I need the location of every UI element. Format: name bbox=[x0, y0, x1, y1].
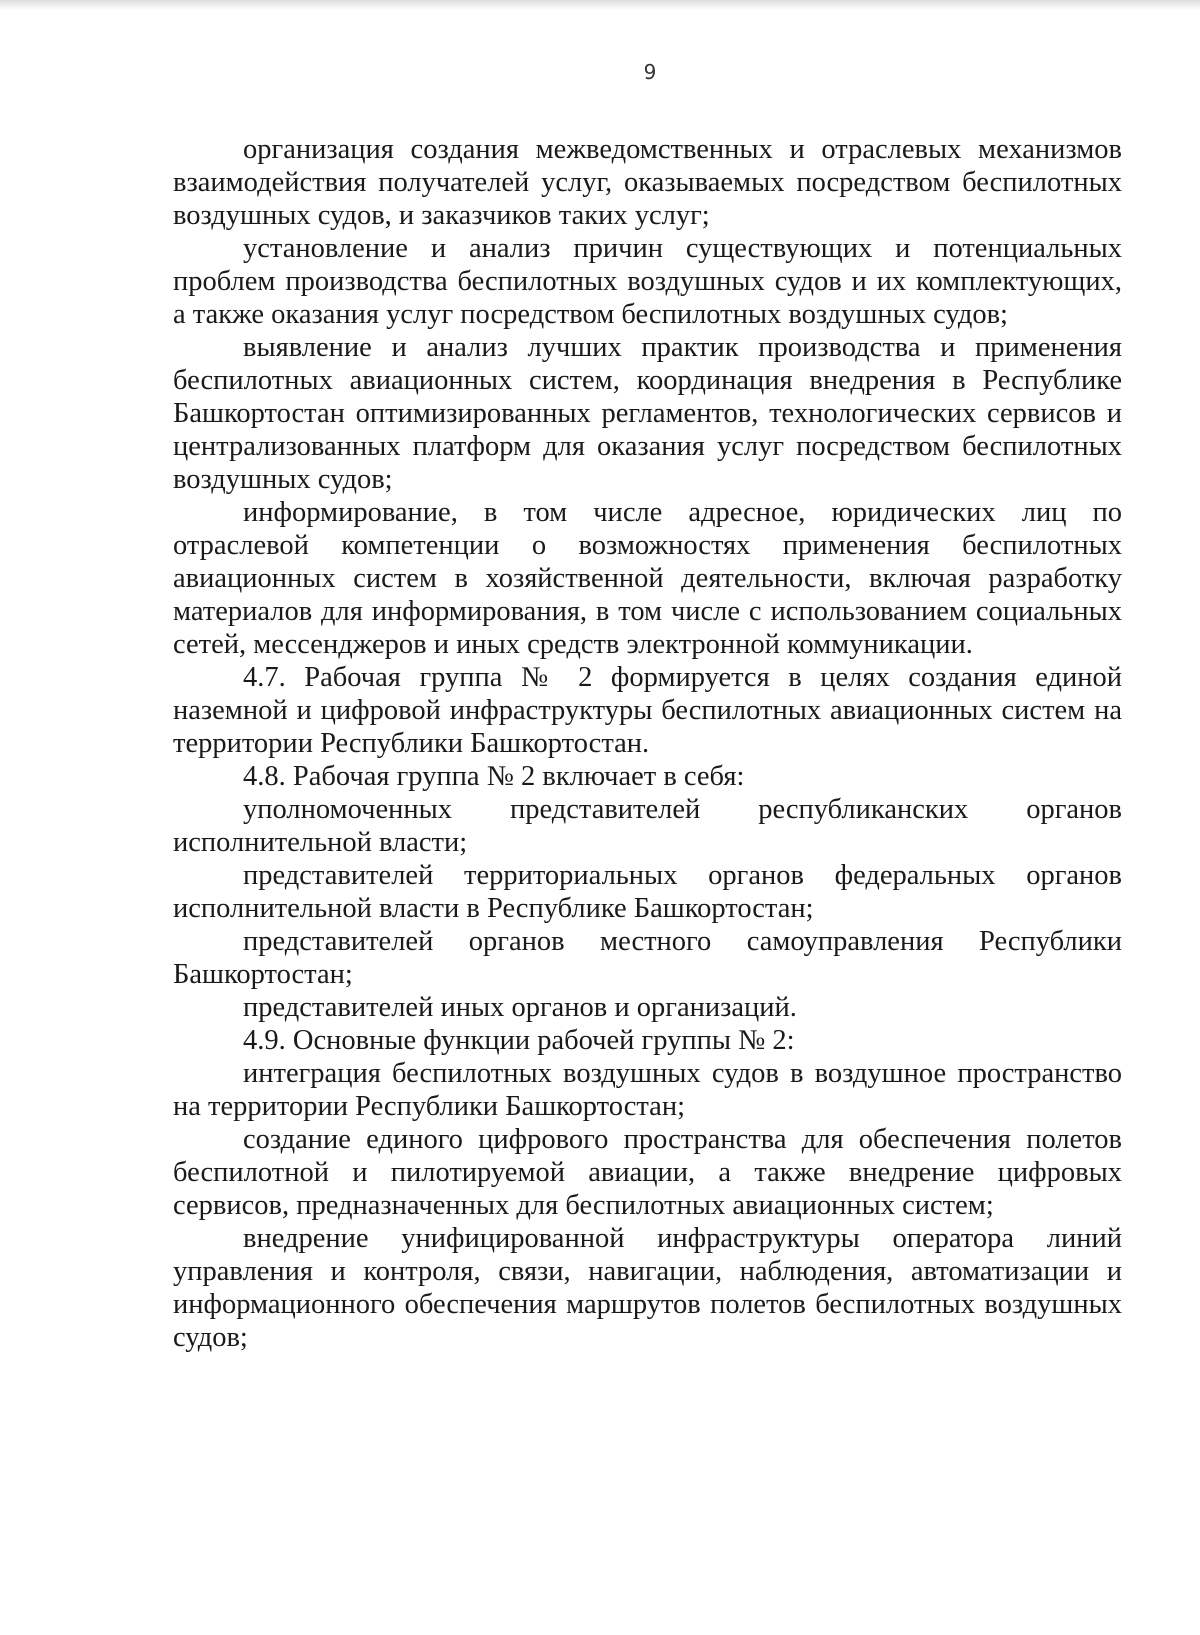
paragraph-2: установление и анализ причин существующих и потенциальных проблем производства беспилотных воздушных судов и их комплектующих, а также оказания услуг посредством беспилотных воздушных судов; bbox=[173, 233, 1122, 330]
paragraph-4-7: 4.7. Рабочая группа № 2 формируется в целях создания единой наземной и цифровой инфраструктуры беспилотных авиационных систем на территории Республики Башкортостан. bbox=[173, 662, 1122, 759]
paragraph-4-8: 4.8. Рабочая группа № 2 включает в себя: bbox=[243, 761, 745, 792]
page-number: 9 bbox=[643, 60, 657, 84]
paragraph-list-4: представителей иных органов и организаций. bbox=[243, 992, 797, 1023]
paragraph-list-1: уполномоченных представителей республиканских органов исполнительной власти; bbox=[173, 794, 1122, 858]
paragraph-list-3: представителей органов местного самоуправления Республики Башкортостан; bbox=[173, 926, 1122, 990]
paragraph-list-2: представителей территориальных органов федеральных органов исполнительной власти в Республике Башкортостан; bbox=[173, 860, 1122, 924]
paragraph-4-9: 4.9. Основные функции рабочей группы № 2: bbox=[243, 1025, 795, 1056]
paragraph-function-1: интеграция беспилотных воздушных судов в воздушное пространство на территории Республики Башкортостан; bbox=[173, 1058, 1122, 1122]
paragraph-function-2: создание единого цифрового пространства для обеспечения полетов беспилотной и пилотируемой авиации, а также внедрение цифровых сервисов, предназначенных для беспилотных авиационных систем; bbox=[173, 1124, 1122, 1221]
paragraph-function-3: внедрение унифицированной инфраструктуры оператора линий управления и контроля, связи, навигации, наблюдения, автоматизации и информационного обеспечения маршрутов полетов беспилотных воздушных судов; bbox=[173, 1223, 1122, 1353]
paragraph-1: организация создания межведомственных и отраслевых механизмов взаимодействия получателей услуг, оказываемых посредством беспилотных воздушных судов, и заказчиков таких услуг; bbox=[173, 134, 1122, 231]
paragraph-3: выявление и анализ лучших практик производства и применения беспилотных авиационных систем, координация внедрения в Республике Башкортостан оптимизированных регламентов, технологических сервисов и централизованных платформ для оказания услуг посредством беспилотных воздушных судов; bbox=[173, 332, 1122, 495]
scan-top-edge bbox=[0, 0, 1200, 10]
paragraph-4: информирование, в том числе адресное, юридических лиц по отраслевой компетенции о возможностях применения беспилотных авиационных систем в хозяйственной деятельности, включая разработку материалов для информирования, в том числе с использованием социальных сетей, мессенджеров и иных средств электронной коммуникации. bbox=[173, 497, 1122, 660]
document-body bbox=[173, 133, 1122, 1354]
